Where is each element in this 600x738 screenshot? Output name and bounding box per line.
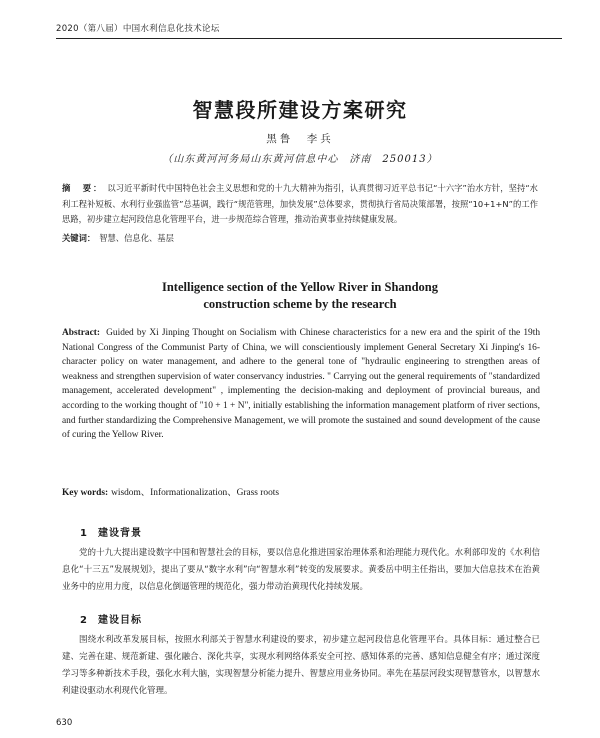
page-number: 630 — [56, 718, 73, 728]
section-1-number: 1 — [80, 528, 88, 539]
section-2-number: 2 — [80, 615, 88, 626]
header-rule — [56, 38, 562, 39]
section-1-body: 党的十九大提出建设数字中国和智慧社会的目标，要以信息化推进国家治理体系和治理能力现代化。水利部印发的《水利信息化“十三五”发展规划》，提出了要从“数字水利”向“智慧水利”转变的发展要求。黄委岳中明主任指出，要加大信息技术在治黄业务中的应用力度，以信息化倒逼管理的规范化，强力带动治黄现代化持续发展。 — [62, 548, 540, 592]
keywords-en-label: Key words: — [62, 488, 109, 498]
keywords-zh-text: 智慧、信息化、基层 — [99, 233, 174, 243]
keywords-en-text: wisdom、Informationalization、Grass roots — [111, 488, 280, 498]
running-header: 2020（第八届）中国水利信息化技术论坛 — [56, 24, 220, 34]
abstract-en-label: Abstract: — [62, 328, 101, 338]
section-2-title: 建设目标 — [97, 615, 142, 626]
abstract-zh-text: 以习近平新时代中国特色社会主义思想和党的十九大精神为指引，认真贯彻习近平总书记“十六字”治水方针，坚持“水利工程补短板、水利行业强监管”总基调，践行“规范管理，加快发展”总体要求，贯彻执行省局决策部署，按照“10+1+N”的工作思路，初步建立起河段信息化管理平台，进一步规范综合管理，推动治黄事业持续健康发展。 — [62, 183, 538, 224]
abstract-zh-label: 摘 要： — [62, 183, 104, 193]
keywords-en — [62, 484, 540, 498]
section-1-heading — [80, 524, 142, 539]
paper-title-en — [0, 279, 600, 313]
section-2-heading — [80, 611, 142, 626]
paper-title-en-line2: construction scheme by the research — [203, 297, 397, 311]
paper-title-zh: 智慧段所建设方案研究 — [192, 98, 408, 122]
authors-zh: 黑鲁 李兵 — [266, 133, 334, 145]
paper-title-en-line1: Intelligence section of the Yellow River in Shandong — [161, 280, 439, 294]
keywords-zh-label: 关键词： — [62, 233, 96, 243]
section-1-title: 建设背景 — [97, 528, 142, 539]
section-2-body: 围绕水利改革发展目标，按照水利部关于智慧水利建设的要求，初步建立起河段信息化管理平台。具体目标：通过整合已建、完善在建、规范新建、强化融合、深化共享，实现水利网络体系安全可控、感知体系的完善、感知信息健全有序；通过深度学习等多种新技术手段，强化水利大脑，实现智慧分析能力提升、智慧应用业务协同。率先在基层河段实现智慧管水，以智慧水利建设驱动水利现代化管理。 — [62, 635, 540, 696]
keywords-zh — [62, 232, 538, 244]
abstract-zh — [62, 181, 538, 228]
abstract-en — [62, 326, 540, 443]
abstract-en-text: Guided by Xi Jinping Thought on Socialism with Chinese characteristics for a new era and the spirit of the 19th National Congress of the Communist Party of China, we will conscientiously implement General Secretary Xi Jinping's 16-character policy on water management, and adhere to the general tone of "hydraulic engineering to strengthen areas of weakness and strengthen supervision of water conservancy industries. " Carrying out the general requirements of "standardized management, accelerated development" , implementing the decision-making and deployment of provincial bureaus, and according to the working thought of "10 + 1 + N", initially establishing the information management platform of river sections, and further standardizing the Comprehensive Management, we will promote the sustained and sound development of the cause of curing the Yellow River. — [62, 328, 541, 441]
affiliation-zh: （山东黄河河务局山东黄河信息中心 济南 250013） — [162, 154, 438, 165]
